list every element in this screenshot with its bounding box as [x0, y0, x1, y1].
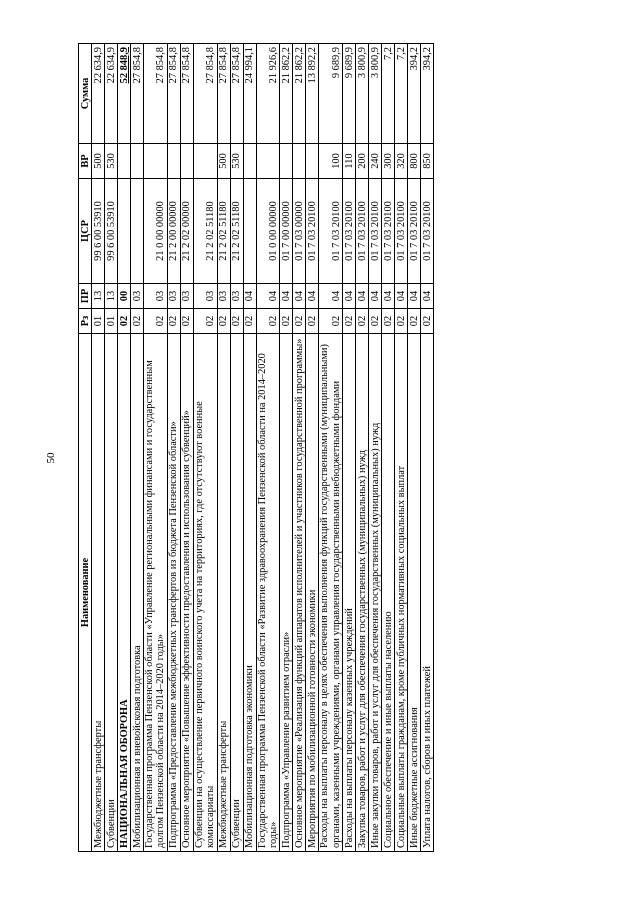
cell-rz: 02 [144, 309, 168, 334]
cell-csr: 21 2 02 51180 [217, 179, 230, 284]
cell-name: Основное мероприятие «Реализация функций аппаратов исполнителей и участников государственной программы» [293, 334, 306, 852]
cell-vr [131, 144, 144, 179]
cell-rz: 02 [306, 309, 319, 334]
cell-pr: 03 [131, 284, 144, 309]
cell-pr: 03 [167, 284, 180, 309]
cell-csr: 01 0 00 00000 [256, 179, 280, 284]
cell-name: НАЦИОНАЛЬНАЯ ОБОРОНА [118, 334, 131, 852]
header-pr: ПР [79, 284, 92, 309]
header-name: Наименование [79, 334, 92, 852]
cell-csr: 01 7 03 20100 [343, 179, 356, 284]
cell-rz: 02 [421, 309, 434, 334]
cell-name: Подпрограмма «Предоставление межбюджетных трансфертов из бюджета Пензенской области» [167, 334, 180, 852]
cell-sum: 3 800,9 [356, 44, 369, 144]
table-row [293, 44, 306, 852]
header-vr: ВР [79, 144, 92, 179]
cell-csr [243, 179, 256, 284]
cell-name: Субвенции [230, 334, 243, 852]
cell-sum: 7,2 [395, 44, 408, 144]
cell-vr [293, 144, 306, 179]
cell-sum: 7,2 [382, 44, 395, 144]
cell-pr: 04 [369, 284, 382, 309]
cell-sum: 394,2 [408, 44, 421, 144]
cell-csr [118, 179, 131, 284]
cell-csr [131, 179, 144, 284]
cell-rz: 02 [256, 309, 280, 334]
cell-vr: 530 [230, 144, 243, 179]
cell-sum: 27 854,8 [193, 44, 217, 144]
cell-rz: 02 [395, 309, 408, 334]
cell-sum: 9 689,9 [319, 44, 343, 144]
cell-sum: 22 634,9 [105, 44, 118, 144]
cell-csr: 21 2 02 51180 [230, 179, 243, 284]
cell-csr: 01 7 03 20100 [306, 179, 319, 284]
cell-name: Социальное обеспечение и иные выплаты населению [382, 334, 395, 852]
cell-name: Межбюджетные трансферты [217, 334, 230, 852]
cell-name: Иные закупки товаров, работ и услуг для обеспечения государственных (муниципальных) нужд [369, 334, 382, 852]
table-row [408, 44, 421, 852]
cell-name: Государственная программа Пензенской области «Развитие здравоохранения Пензенской области на 2014–2020 годы» [256, 334, 280, 852]
cell-vr: 320 [395, 144, 408, 179]
cell-pr: 03 [193, 284, 217, 309]
cell-sum: 9 689,9 [343, 44, 356, 144]
cell-csr: 01 7 03 20100 [395, 179, 408, 284]
table-row [180, 44, 193, 852]
cell-rz: 02 [230, 309, 243, 334]
cell-rz: 02 [408, 309, 421, 334]
cell-pr: 04 [319, 284, 343, 309]
cell-rz: 02 [167, 309, 180, 334]
table-row [217, 44, 230, 852]
table-row [230, 44, 243, 852]
cell-vr: 110 [343, 144, 356, 179]
cell-sum: 22 634,9 [92, 44, 105, 144]
cell-vr [306, 144, 319, 179]
cell-vr [144, 144, 168, 179]
cell-vr [256, 144, 280, 179]
cell-name: Государственная программа Пензенской области «Управление региональными финансами и государственным долгом Пензенской области на 2014–2020 годы» [144, 334, 168, 852]
cell-pr: 04 [408, 284, 421, 309]
cell-csr: 01 7 03 00000 [293, 179, 306, 284]
cell-pr: 04 [243, 284, 256, 309]
cell-sum: 3 800,9 [369, 44, 382, 144]
cell-rz: 02 [343, 309, 356, 334]
cell-csr: 01 7 03 20100 [382, 179, 395, 284]
cell-vr: 300 [382, 144, 395, 179]
cell-pr: 04 [306, 284, 319, 309]
cell-name: Мобилизационная и вневойсковая подготовка [131, 334, 144, 852]
cell-vr: 530 [105, 144, 118, 179]
cell-name: Иные бюджетные ассигнования [408, 334, 421, 852]
cell-vr [280, 144, 293, 179]
cell-vr: 100 [319, 144, 343, 179]
cell-pr: 03 [144, 284, 168, 309]
header-sum: Сумма [79, 44, 92, 144]
cell-pr: 04 [421, 284, 434, 309]
budget-table [78, 43, 434, 852]
cell-vr [243, 144, 256, 179]
table-row [256, 44, 280, 852]
cell-name: Мобилизационная подготовка экономики [243, 334, 256, 852]
rotated-table-container [78, 44, 619, 852]
cell-name: Мероприятия по мобилизационной готовности экономики [306, 334, 319, 852]
cell-pr: 00 [118, 284, 131, 309]
cell-rz: 02 [319, 309, 343, 334]
cell-rz: 02 [193, 309, 217, 334]
cell-name: Субвенции на осуществление первичного воинского учета на территориях, где отсутствуют военные комиссариаты [193, 334, 217, 852]
table-row [343, 44, 356, 852]
table-row [382, 44, 395, 852]
cell-pr: 03 [230, 284, 243, 309]
cell-rz: 02 [243, 309, 256, 334]
table-row [105, 44, 118, 852]
cell-vr [180, 144, 193, 179]
table-row [369, 44, 382, 852]
cell-csr: 01 7 03 20100 [408, 179, 421, 284]
cell-name: Расходы на выплаты персоналу в целях обеспечения выполнения функций государственными (муниципальными) органами, казенными учреждениями, органами управления государственными внебюджетными фондами [319, 334, 343, 852]
table-row [306, 44, 319, 852]
cell-name: Уплата налогов, сборов и иных платежей [421, 334, 434, 852]
cell-rz: 02 [382, 309, 395, 334]
table-body [92, 44, 434, 852]
cell-sum: 27 854,8 [217, 44, 230, 144]
cell-csr: 01 7 03 20100 [319, 179, 343, 284]
cell-sum: 21 926,6 [256, 44, 280, 144]
page-number: 50 [45, 452, 57, 464]
table-row [131, 44, 144, 852]
table-row [356, 44, 369, 852]
cell-name: Подпрограмма «Управление развитием отрасли» [280, 334, 293, 852]
cell-rz: 02 [280, 309, 293, 334]
cell-vr: 200 [356, 144, 369, 179]
cell-sum: 27 854,8 [167, 44, 180, 144]
table-row [243, 44, 256, 852]
table-row [319, 44, 343, 852]
cell-pr: 04 [256, 284, 280, 309]
cell-pr: 13 [105, 284, 118, 309]
cell-csr: 21 0 00 00000 [144, 179, 168, 284]
cell-vr: 240 [369, 144, 382, 179]
cell-rz: 02 [356, 309, 369, 334]
cell-sum: 27 854,8 [144, 44, 168, 144]
cell-sum: 394,2 [421, 44, 434, 144]
cell-sum: 27 854,8 [131, 44, 144, 144]
cell-sum: 24 994,1 [243, 44, 256, 144]
cell-sum: 21 862,2 [293, 44, 306, 144]
cell-name: Межбюджетные трансферты [92, 334, 105, 852]
cell-name: Расходы на выплаты персоналу казенных учреждений [343, 334, 356, 852]
cell-sum: 13 892,2 [306, 44, 319, 144]
cell-rz: 02 [180, 309, 193, 334]
cell-rz: 02 [369, 309, 382, 334]
cell-csr: 99 6 00 53910 [92, 179, 105, 284]
cell-pr: 04 [395, 284, 408, 309]
cell-vr: 500 [217, 144, 230, 179]
cell-rz: 02 [131, 309, 144, 334]
cell-csr: 01 7 03 20100 [369, 179, 382, 284]
cell-vr [193, 144, 217, 179]
cell-rz: 02 [118, 309, 131, 334]
cell-csr: 01 7 03 20100 [421, 179, 434, 284]
cell-name: Социальные выплаты гражданам, кроме публичных нормативных социальных выплат [395, 334, 408, 852]
header-rz: Рз [79, 309, 92, 334]
cell-rz: 01 [105, 309, 118, 334]
cell-pr: 03 [217, 284, 230, 309]
cell-rz: 01 [92, 309, 105, 334]
table-row [395, 44, 408, 852]
cell-name: Закупка товаров, работ и услуг для обеспечения государственных (муниципальных) нужд [356, 334, 369, 852]
cell-vr [118, 144, 131, 179]
cell-pr: 04 [343, 284, 356, 309]
cell-pr: 13 [92, 284, 105, 309]
cell-csr: 99 6 00 53910 [105, 179, 118, 284]
cell-vr [167, 144, 180, 179]
cell-vr: 800 [408, 144, 421, 179]
cell-sum: 52 848,9 [118, 44, 131, 144]
table-row [92, 44, 105, 852]
cell-sum: 21 862,2 [280, 44, 293, 144]
cell-pr: 04 [356, 284, 369, 309]
table-header-row [79, 44, 92, 852]
cell-csr: 01 7 00 00000 [280, 179, 293, 284]
cell-sum: 27 854,8 [180, 44, 193, 144]
cell-csr: 21 2 00 00000 [167, 179, 180, 284]
cell-csr: 21 2 02 51180 [193, 179, 217, 284]
cell-name: Основное мероприятие «Повышение эффективности предоставления и использования субвенций» [180, 334, 193, 852]
table-row [144, 44, 168, 852]
cell-csr: 21 2 02 00000 [180, 179, 193, 284]
cell-vr: 500 [92, 144, 105, 179]
table-row [167, 44, 180, 852]
table-row [280, 44, 293, 852]
cell-sum: 27 854,8 [230, 44, 243, 144]
header-csr: ЦСР [79, 179, 92, 284]
cell-pr: 03 [180, 284, 193, 309]
cell-name: Субвенции [105, 334, 118, 852]
cell-rz: 02 [293, 309, 306, 334]
cell-pr: 04 [280, 284, 293, 309]
cell-rz: 02 [217, 309, 230, 334]
table-row [193, 44, 217, 852]
table-row [421, 44, 434, 852]
cell-pr: 04 [293, 284, 306, 309]
table-row [118, 44, 131, 852]
cell-vr: 850 [421, 144, 434, 179]
cell-csr: 01 7 03 20100 [356, 179, 369, 284]
cell-pr: 04 [382, 284, 395, 309]
